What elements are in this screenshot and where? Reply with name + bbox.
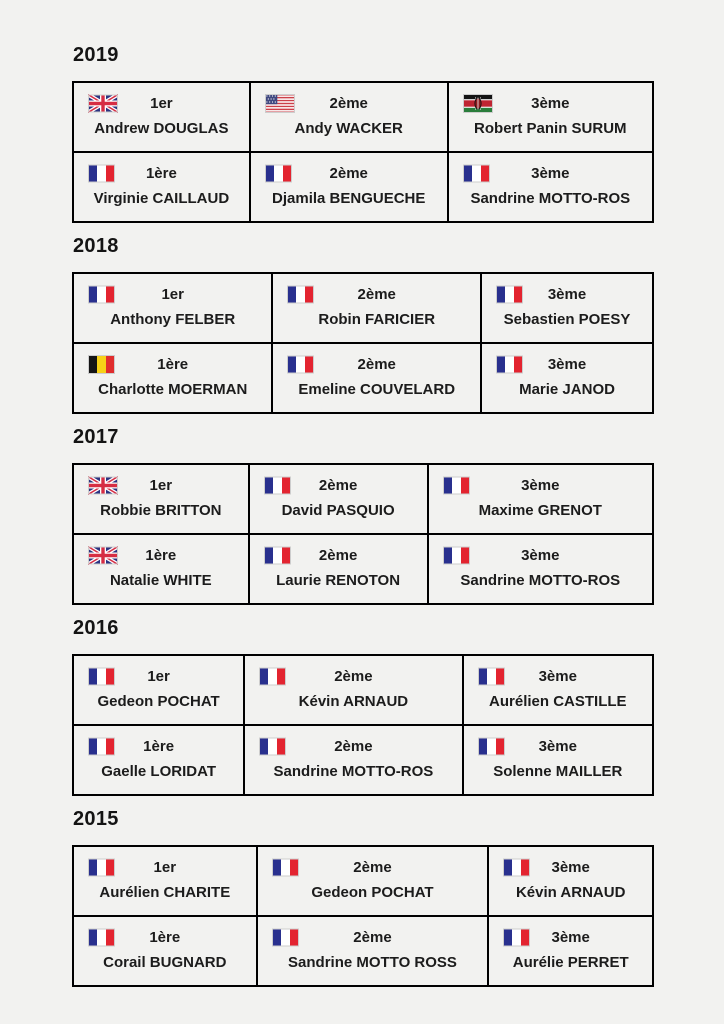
podium-table (72, 463, 654, 605)
rank-label: 3ème (551, 929, 590, 946)
podium-table (72, 845, 654, 987)
podium-cell-content (449, 83, 652, 151)
podium-table-body (73, 273, 653, 413)
podium-row (73, 343, 653, 413)
podium-cell-content (464, 656, 652, 724)
year-section (72, 42, 654, 223)
podium-cell-content (251, 153, 447, 221)
rank-line (264, 928, 482, 947)
podium-cell (73, 273, 272, 343)
rank-label: 3ème (538, 738, 577, 755)
podium-cell (463, 655, 653, 725)
podium-cell-content (251, 83, 447, 151)
year-heading: 2017 (73, 426, 119, 448)
podium-row (73, 916, 653, 986)
france-flag-icon (264, 546, 291, 565)
podium-cell (272, 343, 481, 413)
athlete-name: Emeline COUVELARD (298, 381, 456, 398)
athlete-name: Gaelle LORIDAT (101, 763, 216, 780)
podium-cell-content (489, 917, 652, 985)
athlete-name: Anthony FELBER (110, 311, 236, 328)
podium-cell-content (258, 847, 488, 915)
podium-cell (249, 534, 428, 604)
podium-cell-content (464, 726, 652, 794)
rank-label: 1er (161, 286, 184, 303)
united-kingdom-flag-icon (88, 476, 118, 495)
rank-line (80, 737, 237, 756)
athlete-name: Robbie BRITTON (100, 502, 222, 519)
podium-cell-content (449, 153, 652, 221)
podium-cell (73, 464, 249, 534)
podium-cell-content (250, 535, 427, 603)
athlete-name: Andy WACKER (294, 120, 403, 137)
france-flag-icon (88, 285, 115, 304)
athlete-name: Aurélie PERRET (512, 954, 629, 971)
rank-label: 1ère (157, 356, 189, 373)
france-flag-icon (265, 164, 292, 183)
podium-cell-content (482, 274, 652, 342)
rank-label: 2ème (353, 929, 392, 946)
rank-label: 3ème (521, 477, 560, 494)
athlete-name: Gedeon POCHAT (97, 693, 220, 710)
rank-line (80, 667, 237, 686)
rank-line (80, 858, 250, 877)
podium-cell (73, 152, 250, 222)
united-states-flag-icon (265, 94, 295, 113)
rank-label: 2ème (334, 738, 373, 755)
france-flag-icon (478, 737, 505, 756)
france-flag-icon (478, 667, 505, 686)
podium-cell-content (273, 274, 480, 342)
rank-line (470, 667, 646, 686)
podium-cell (250, 152, 448, 222)
podium-cell (73, 846, 257, 916)
rank-line (435, 546, 646, 565)
podium-table (72, 272, 654, 414)
podium-cell (257, 846, 489, 916)
podium-table-body (73, 655, 653, 795)
podium-cell (481, 273, 653, 343)
podium-cell-content (429, 535, 652, 603)
rank-label: 1ère (143, 738, 175, 755)
year-heading: 2015 (73, 808, 119, 830)
athlete-name: Sandrine MOTTO-ROS (460, 572, 621, 589)
rank-label: 2ème (318, 477, 358, 494)
rank-line (256, 476, 421, 495)
podium-cell (73, 343, 272, 413)
rank-line (80, 546, 242, 565)
podium-cell-content (74, 847, 256, 915)
podium-cell-content (74, 274, 271, 342)
rank-line (264, 858, 482, 877)
podium-row (73, 534, 653, 604)
year-section (72, 233, 654, 414)
rank-line (257, 94, 441, 113)
podium-cell (73, 655, 244, 725)
podium-cell-content (74, 656, 243, 724)
athlete-name: Kévin ARNAUD (298, 693, 409, 710)
podium-cell (73, 916, 257, 986)
rank-label: 2ème (329, 165, 368, 182)
rank-line (455, 94, 646, 113)
athlete-name: Kévin ARNAUD (515, 884, 626, 901)
rank-label: 3ème (547, 286, 587, 303)
podium-cell-content (74, 344, 271, 412)
rank-label: 3ème (547, 356, 587, 373)
athlete-name: Sandrine MOTTO-ROS (470, 190, 631, 207)
podium-cell-content (74, 535, 248, 603)
athlete-name: Solenne MAILLER (493, 763, 623, 780)
france-flag-icon (503, 928, 530, 947)
rank-label: 1ère (149, 929, 181, 946)
year-heading: 2019 (73, 44, 119, 66)
podium-table-body (73, 464, 653, 604)
rank-label: 1er (150, 95, 173, 112)
france-flag-icon (264, 476, 291, 495)
france-flag-icon (259, 667, 286, 686)
podium-cell-content (482, 344, 652, 412)
france-flag-icon (88, 928, 115, 947)
podium-cell (250, 82, 448, 152)
rank-label: 3ème (531, 165, 570, 182)
france-flag-icon (88, 164, 115, 183)
athlete-name: Charlotte MOERMAN (98, 381, 248, 398)
rank-label: 2ème (318, 547, 358, 564)
rank-label: 1ère (145, 547, 177, 564)
podium-cell (481, 343, 653, 413)
athlete-name: Corail BUGNARD (103, 954, 227, 971)
podium-cell (249, 464, 428, 534)
athlete-name: Robin FARICIER (318, 311, 436, 328)
rank-label: 2ème (353, 859, 392, 876)
france-flag-icon (272, 858, 299, 877)
podium-row (73, 655, 653, 725)
rank-line (257, 164, 441, 183)
rank-label: 3ème (531, 95, 570, 112)
rank-line (488, 355, 646, 374)
athlete-name: Robert Panin SURUM (474, 120, 627, 137)
podium-cell-content (74, 465, 248, 533)
rank-label: 2ème (357, 286, 396, 303)
podium-cell (73, 82, 250, 152)
podium-cell-content (74, 153, 249, 221)
rank-line (80, 928, 250, 947)
podium-cell-content (429, 465, 652, 533)
athlete-name: Maxime GRENOT (478, 502, 602, 519)
united-kingdom-flag-icon (88, 546, 118, 565)
belgium-flag-icon (88, 355, 115, 374)
rank-line (279, 285, 474, 304)
rank-line (495, 928, 646, 947)
podium-cell-content (245, 656, 461, 724)
rank-line (80, 476, 242, 495)
rank-line (80, 355, 265, 374)
podium-cell-content (74, 726, 243, 794)
rank-line (435, 476, 646, 495)
podium-cell (73, 725, 244, 795)
podium-cell (244, 725, 462, 795)
podium-row (73, 152, 653, 222)
podium-cell-content (273, 344, 480, 412)
podium-cell (448, 82, 653, 152)
rank-label: 3ème (551, 859, 590, 876)
podium-table-body (73, 82, 653, 222)
athlete-name: Sandrine MOTTO ROSS (288, 954, 457, 971)
france-flag-icon (503, 858, 530, 877)
athlete-name: Aurélien CHARITE (99, 884, 231, 901)
podium-cell-content (245, 726, 461, 794)
podium-cell (428, 464, 653, 534)
rank-line (80, 285, 265, 304)
united-kingdom-flag-icon (88, 94, 118, 113)
france-flag-icon (443, 546, 470, 565)
rank-label: 1ère (145, 165, 177, 182)
rank-label: 1er (149, 477, 173, 494)
podium-cell (463, 725, 653, 795)
podium-cell (428, 534, 653, 604)
athlete-name: Gedeon POCHAT (311, 884, 434, 901)
rank-line (488, 285, 646, 304)
france-flag-icon (88, 667, 115, 686)
podium-cell (448, 152, 653, 222)
year-section (72, 615, 654, 796)
podium-table (72, 654, 654, 796)
podium-cell (272, 273, 481, 343)
rank-line (80, 164, 243, 183)
france-flag-icon (287, 355, 314, 374)
france-flag-icon (259, 737, 286, 756)
podium-cell (257, 916, 489, 986)
athlete-name: Aurélien CASTILLE (489, 693, 627, 710)
rank-line (470, 737, 646, 756)
athlete-name: Djamila BENGUECHE (272, 190, 426, 207)
podium-table-body (73, 846, 653, 986)
rank-line (251, 737, 455, 756)
podium-row (73, 725, 653, 795)
athlete-name: Sebastien POESY (503, 311, 631, 328)
year-section (72, 806, 654, 987)
rank-label: 2ème (357, 356, 396, 373)
france-flag-icon (443, 476, 470, 495)
france-flag-icon (496, 285, 523, 304)
rank-label: 3ème (521, 547, 560, 564)
rank-line (80, 94, 243, 113)
podium-row (73, 273, 653, 343)
podium-row (73, 846, 653, 916)
rank-label: 3ème (538, 668, 577, 685)
year-heading: 2018 (73, 235, 119, 257)
podium-cell-content (258, 917, 488, 985)
podium-row (73, 464, 653, 534)
podium-cell-content (250, 465, 427, 533)
athlete-name: Virginie CAILLAUD (93, 190, 230, 207)
podium-cell (488, 846, 653, 916)
rank-line (495, 858, 646, 877)
france-flag-icon (88, 858, 115, 877)
podium-cell-content (74, 83, 249, 151)
rank-line (251, 667, 455, 686)
rank-line (256, 546, 421, 565)
france-flag-icon (88, 737, 115, 756)
athlete-name: Marie JANOD (519, 381, 615, 398)
podium-cell (488, 916, 653, 986)
athlete-name: Sandrine MOTTO-ROS (273, 763, 434, 780)
athlete-name: Natalie WHITE (109, 572, 212, 589)
rank-line (279, 355, 474, 374)
podium-cell-content (489, 847, 652, 915)
kenya-flag-icon (463, 94, 493, 113)
rank-label: 2ème (334, 668, 373, 685)
podium-cell-content (74, 917, 256, 985)
podium-row (73, 82, 653, 152)
france-flag-icon (287, 285, 314, 304)
france-flag-icon (496, 355, 523, 374)
athlete-name: Andrew DOUGLAS (94, 120, 229, 137)
rank-label: 1er (147, 668, 170, 685)
year-section (72, 424, 654, 605)
podium-cell (73, 534, 249, 604)
france-flag-icon (463, 164, 490, 183)
athlete-name: Laurie RENOTON (276, 572, 401, 589)
france-flag-icon (272, 928, 299, 947)
podium-table (72, 81, 654, 223)
rank-line (455, 164, 646, 183)
rank-label: 2ème (329, 95, 368, 112)
athlete-name: David PASQUIO (281, 502, 395, 519)
podium-cell (244, 655, 462, 725)
rank-label: 1er (153, 859, 177, 876)
year-heading: 2016 (73, 617, 119, 639)
